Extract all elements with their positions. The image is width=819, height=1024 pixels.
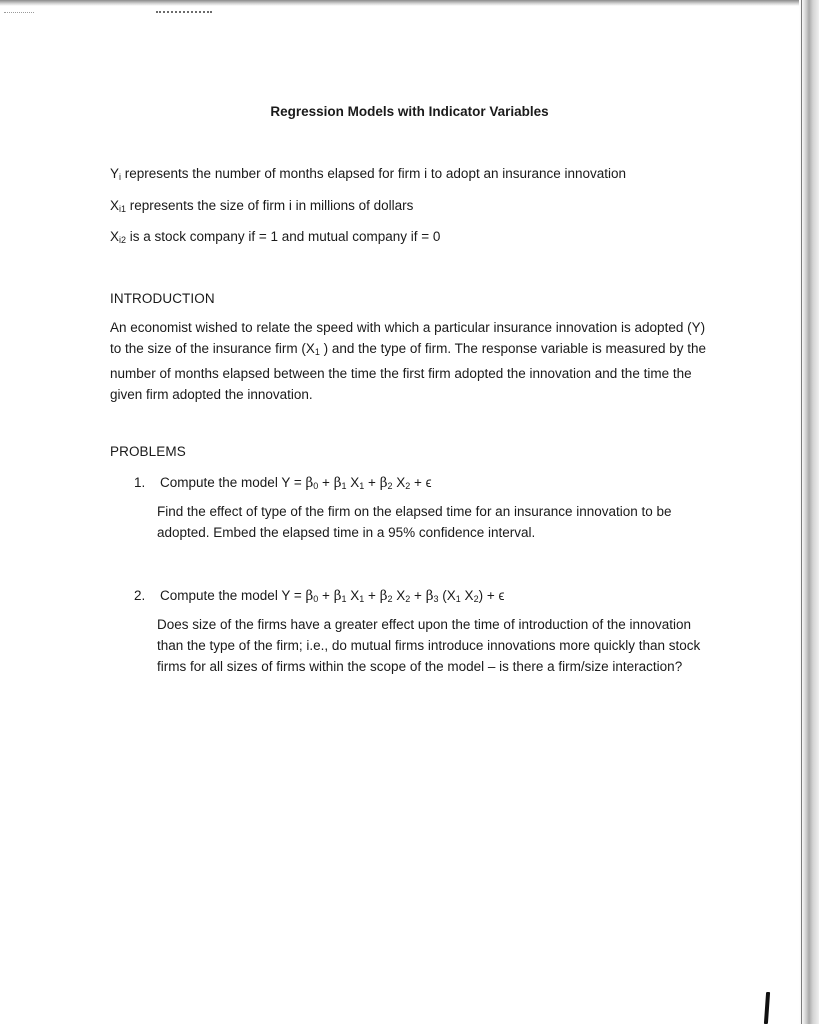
definition-x1-var: X — [110, 198, 120, 213]
problem-1-number: 1. — [134, 475, 146, 490]
plus-sign: + — [318, 475, 334, 490]
problem-2-number: 2. — [134, 588, 146, 603]
scan-mark-left — [4, 12, 34, 15]
plus-sign: + — [318, 588, 334, 603]
definition-y — [110, 166, 626, 182]
plus-sign: + — [410, 588, 426, 603]
introduction-text-2: ) and the type of firm. The response variable is measured by the number of months elapsed between the time the first firm adopted the innovation and the time the given firm adopted the innovation. — [110, 341, 707, 402]
problems-heading: PROBLEMS — [110, 444, 186, 459]
problem-2-description: Does size of the firms have a greater effect upon the time of introduction of the innovation than the type of the firm; i.e., do mutual firms introduce innovations more quickly than stock firms for all sizes of firms within the scope of the model – is there a firm/size interaction? — [157, 617, 701, 674]
x2-var: X — [392, 588, 406, 603]
introduction-heading: INTRODUCTION — [110, 291, 215, 306]
beta2-symbol: β — [379, 475, 388, 491]
introduction-sub: 1 — [314, 347, 320, 357]
definition-x2-sub: i2 — [119, 235, 127, 245]
beta1-sub: 1 — [341, 594, 347, 604]
interaction-x2-sub: 2 — [473, 594, 479, 604]
x2-var: X — [392, 475, 406, 490]
x2-sub: 2 — [405, 594, 411, 604]
x1-sub: 1 — [359, 481, 365, 491]
scan-right-line — [801, 0, 802, 1024]
introduction-text-1: An economist wished to relate the speed with which a particular insurance innovation is adopted (Y) to the size of the insurance firm (X — [110, 320, 706, 356]
beta1-sub: 1 — [341, 481, 347, 491]
beta0-sub: 0 — [313, 594, 319, 604]
beta1-symbol: β — [333, 475, 342, 491]
definition-x1 — [110, 198, 413, 214]
beta0-sub: 0 — [313, 481, 319, 491]
definition-x1-sub: i1 — [119, 204, 127, 214]
introduction-paragraph — [110, 317, 710, 405]
definition-x2-text: is a stock company if = 1 and mutual company if = 0 — [126, 229, 441, 244]
error-term: ) + ϵ — [478, 588, 505, 603]
interaction-open: (X — [438, 588, 456, 603]
beta3-sub: 3 — [433, 594, 439, 604]
x2-sub: 2 — [405, 481, 411, 491]
error-term: + ϵ — [410, 475, 432, 490]
definition-y-var: Y — [110, 166, 120, 181]
definition-x2 — [110, 229, 440, 245]
definition-x1-text: represents the size of firm i in millions of dollars — [126, 198, 414, 213]
definition-y-text: represents the number of months elapsed for firm i to adopt an insurance innovation — [121, 166, 627, 181]
problem-1-formula — [160, 475, 432, 491]
beta1-symbol: β — [333, 588, 342, 604]
beta2-sub: 2 — [387, 594, 393, 604]
problem-2-formula — [160, 588, 504, 604]
definition-x2-var: X — [110, 229, 120, 244]
problem-1-description: Find the effect of type of the firm on the elapsed time for an insurance innovation to be adopted. Embed the elapsed time in a 95% confidence interval. — [157, 504, 672, 540]
x1-var: X — [346, 475, 360, 490]
scan-right-edge — [799, 0, 819, 1024]
plus-sign: + — [364, 588, 380, 603]
beta0-symbol: β — [305, 475, 314, 491]
problem-1-lead: Compute the model Y = — [160, 475, 306, 490]
x1-sub: 1 — [359, 594, 365, 604]
beta0-symbol: β — [305, 588, 314, 604]
plus-sign: + — [364, 475, 380, 490]
page-title: Regression Models with Indicator Variables — [270, 104, 549, 119]
definition-y-sub: i — [119, 172, 122, 182]
beta3-symbol: β — [425, 588, 434, 604]
interaction-x2: X — [460, 588, 474, 603]
beta2-sub: 2 — [387, 481, 393, 491]
interaction-x1-sub: 1 — [455, 594, 461, 604]
beta2-symbol: β — [379, 588, 388, 604]
x1-var: X — [346, 588, 360, 603]
pen-mark — [764, 992, 770, 1024]
scan-top-edge — [0, 0, 819, 6]
scan-mark-top — [156, 11, 212, 15]
problem-2-lead: Compute the model Y = — [160, 588, 306, 603]
